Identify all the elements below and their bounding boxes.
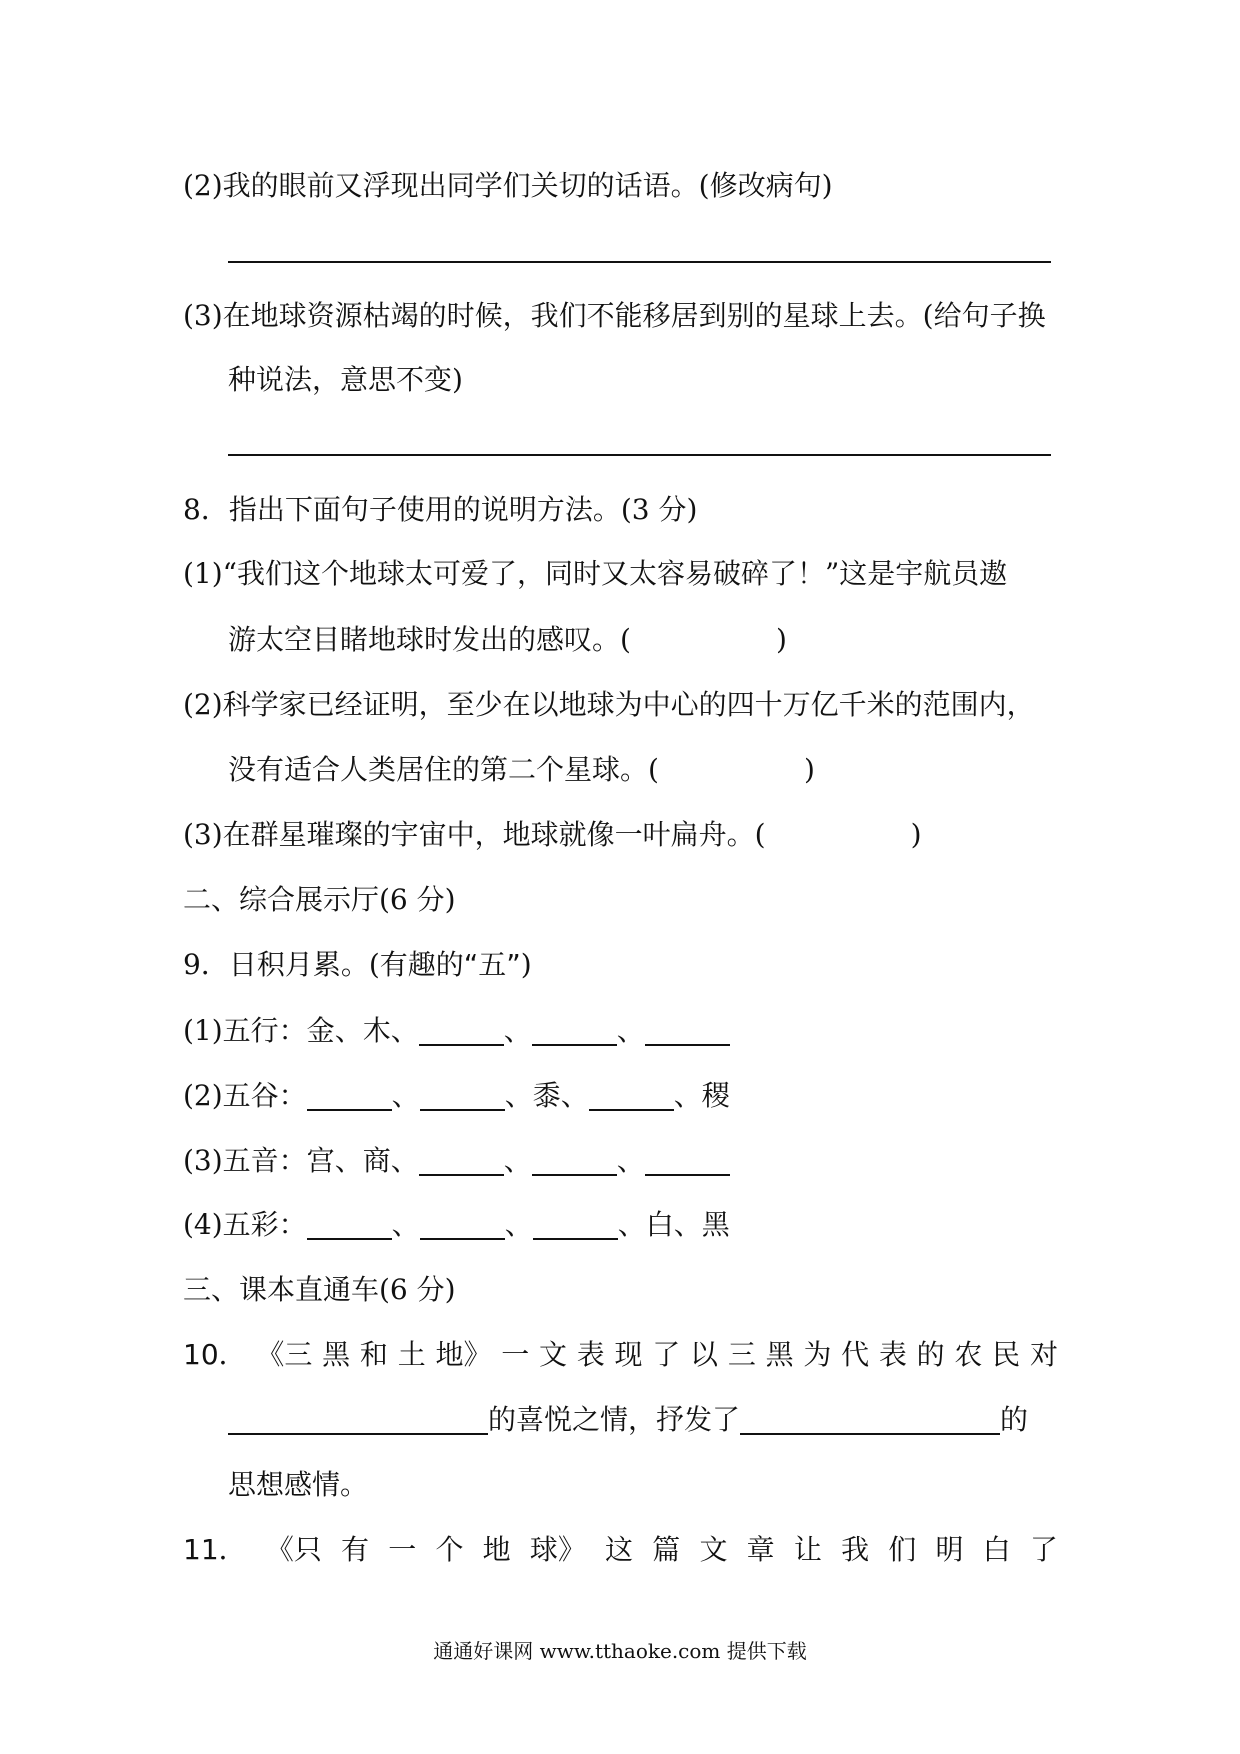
q7-item2: (2)我的眼前又浮现出同学们关切的话语。(修改病句): [183, 169, 833, 202]
answer-blank[interactable]: [645, 1146, 730, 1176]
q8-item1-line1: (1)“我们这个地球太可爱了，同时又太容易破碎了！”这是宇航员遨: [183, 557, 1008, 590]
answer-blank[interactable]: [420, 1081, 505, 1111]
q9-item4: (4)五彩： 、 、 、白、黑: [183, 1208, 730, 1241]
q9-item3: (3)五音：宫、商、 、 、: [183, 1141, 730, 1181]
q7-item3-line1: (3)在地球资源枯竭的时候，我们不能移居到别的星球上去。(给句子换: [183, 299, 1046, 332]
answer-blank[interactable]: [740, 1405, 1000, 1435]
answer-blank[interactable]: [419, 1016, 504, 1046]
section2-title: 二、综合展示厅(6 分): [183, 883, 456, 916]
answer-blank[interactable]: [533, 1210, 618, 1240]
q10-line3: 思想感情。: [228, 1468, 369, 1501]
q7-item3-note: 给句子换: [933, 299, 1046, 332]
answer-blank[interactable]: [589, 1081, 674, 1111]
answer-blank[interactable]: [645, 1016, 730, 1046]
answer-blank[interactable]: [307, 1081, 392, 1111]
answer-blank[interactable]: [228, 1405, 488, 1435]
q9-title: 9．日积月累。(有趣的“五”): [183, 948, 532, 981]
answer-line-q7-3[interactable]: [228, 454, 1051, 456]
q9-item2: (2)五谷： 、 、黍、 、稷: [183, 1079, 730, 1112]
answer-blank[interactable]: [419, 1146, 504, 1176]
q11-line1: 11． 《只 有 一 个 地 球》 这 篇 文 章 让 我 们 明 白 了: [183, 1533, 1058, 1566]
footer-credit: 通通好课网 www.tthaoke.com 提供下载: [433, 1639, 807, 1663]
q9-item1: (1)五行：金、木、 、 、: [183, 1011, 730, 1051]
q8-item1-line2: 游太空目睹地球时发出的感叹。( ): [228, 623, 787, 656]
q7-item3-line2: 种说法，意思不变): [228, 363, 463, 396]
q10-line2: 的喜悦之情，抒发了 的: [228, 1400, 1028, 1440]
answer-line-q7-2[interactable]: [228, 261, 1051, 263]
q8-item3: (3)在群星璀璨的宇宙中，地球就像一叶扁舟。( ): [183, 818, 922, 851]
q8-item2-line2: 没有适合人类居住的第二个星球。( ): [228, 753, 815, 786]
q8-title: 8．指出下面句子使用的说明方法。(3 分): [183, 493, 698, 526]
answer-blank[interactable]: [532, 1016, 617, 1046]
answer-blank[interactable]: [532, 1146, 617, 1176]
q10-line1: 10． 《三 黑 和 土 地》 一 文 表 现 了 以 三 黑 为 代 表 的 农 民 对: [183, 1338, 1058, 1371]
answer-blank[interactable]: [420, 1210, 505, 1240]
q8-item2-line1: (2)科学家已经证明，至少在以地球为中心的四十万亿千米的范围内，: [183, 688, 1035, 721]
answer-blank[interactable]: [307, 1210, 392, 1240]
q7-item2-note: 修改病句: [709, 169, 822, 202]
section3-title: 三、课本直通车(6 分): [183, 1273, 456, 1306]
